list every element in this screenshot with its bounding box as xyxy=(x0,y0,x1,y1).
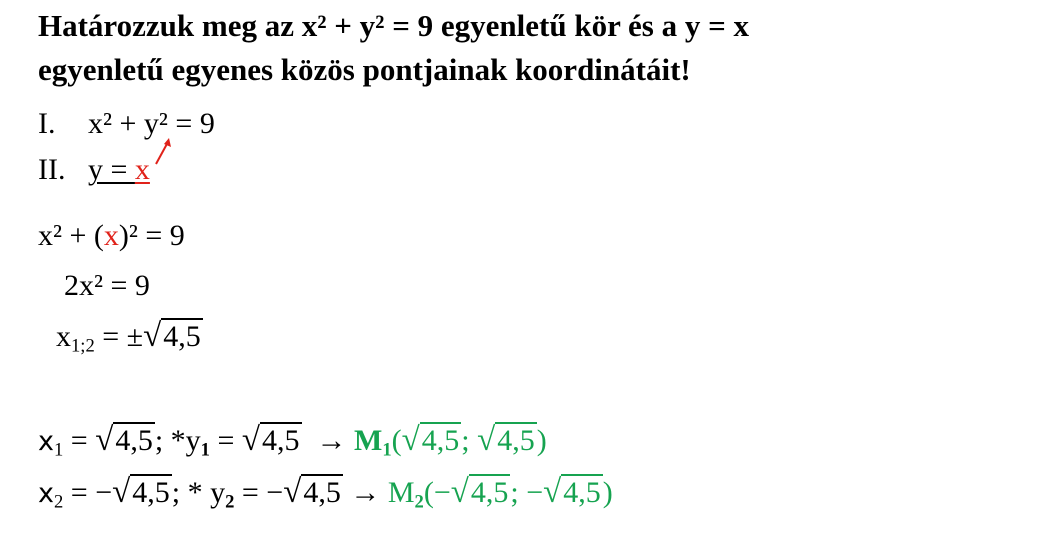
sol1-radicand2: 4,5 xyxy=(262,424,300,457)
sol2-eq2: = − xyxy=(234,476,284,509)
roots-radicand: 4,5 xyxy=(163,320,201,353)
problem-line-1: Határozzuk meg az x² + y² = 9 egyenletű kör és a y = x xyxy=(38,8,750,43)
sol2-radicand: 4,5 xyxy=(132,476,170,509)
roots-step xyxy=(56,318,203,355)
problem-statement xyxy=(38,4,749,92)
equation-1 xyxy=(38,106,215,142)
sol2-x: x xyxy=(38,478,54,509)
m2-mid: ; − xyxy=(510,476,544,509)
sol1-eq: = xyxy=(63,424,96,457)
simplified-step: 2x² = 9 xyxy=(64,269,150,302)
problem-line-2: egyenletű egyenes közös pontjainak koordinátáit! xyxy=(38,52,691,87)
m2-close: ) xyxy=(602,476,613,509)
m1-sqrt1: √4,5 xyxy=(401,422,460,458)
sol1-sqrt2: √4,5 xyxy=(241,422,300,458)
m1-close: ) xyxy=(536,424,547,457)
roots-sub: 1;2 xyxy=(71,335,95,357)
m1-mid: ; xyxy=(461,424,478,457)
m1-sqrt2: √4,5 xyxy=(477,422,535,458)
roots-eq: = ± xyxy=(94,320,144,353)
substitution-left: x² + ( xyxy=(38,219,104,252)
sol1-sep: ; *y xyxy=(154,424,201,457)
roots-var: x xyxy=(56,320,71,353)
solution-2 xyxy=(38,474,613,512)
substitution-right: )² = 9 xyxy=(118,219,185,252)
sol2-arrow: → xyxy=(342,476,388,509)
substituted-x: x xyxy=(103,219,119,252)
m1-label: M xyxy=(354,424,383,457)
point-m1 xyxy=(354,422,547,461)
substitution-step xyxy=(38,218,185,254)
solution-1 xyxy=(38,422,547,460)
sol2-sqrt: √4,5 xyxy=(112,474,170,510)
sol2-sep: ; * y xyxy=(171,476,226,509)
point-m2 xyxy=(387,474,613,513)
m2-sqrt1: √4,5 xyxy=(450,474,509,510)
sol1-eq2: = xyxy=(209,424,242,457)
m1-open: ( xyxy=(391,424,402,457)
equation-1-text: x² + y² = 9 xyxy=(88,107,215,140)
substitution-arrow-icon xyxy=(148,136,178,166)
sol1-radicand: 4,5 xyxy=(115,424,153,457)
sol2-radicand2: 4,5 xyxy=(303,476,341,509)
equation-2-number: II. xyxy=(38,153,66,186)
sol2-ysub: 2 xyxy=(225,491,235,513)
sol1-xsub: 1 xyxy=(53,439,64,461)
sol2-eq: = − xyxy=(63,476,113,509)
equation-2-lhs: y = xyxy=(88,153,135,186)
roots-sqrt: √4,5 xyxy=(143,318,201,354)
equation-1-number: I. xyxy=(38,107,56,140)
m2-sub: 2 xyxy=(414,491,424,513)
m1-sub: 1 xyxy=(382,439,392,461)
m1-r1: 4,5 xyxy=(421,424,460,457)
m2-label: M xyxy=(387,476,415,509)
sol2-sqrt2: √4,5 xyxy=(283,474,341,510)
m2-open: (− xyxy=(423,476,451,509)
sol1-ysub: 1 xyxy=(200,439,210,461)
m1-r2: 4,5 xyxy=(497,424,535,457)
sol1-arrow: → xyxy=(301,424,355,457)
sol1-sqrt: √4,5 xyxy=(95,422,153,458)
equation-2 xyxy=(38,152,150,188)
equation-2-rhs: x xyxy=(134,153,150,186)
m2-r1: 4,5 xyxy=(470,476,509,509)
m2-r2: 4,5 xyxy=(563,476,601,509)
sol1-x: x xyxy=(38,426,54,457)
m2-sqrt2: √4,5 xyxy=(543,474,601,510)
sol2-xsub: 2 xyxy=(53,491,64,513)
